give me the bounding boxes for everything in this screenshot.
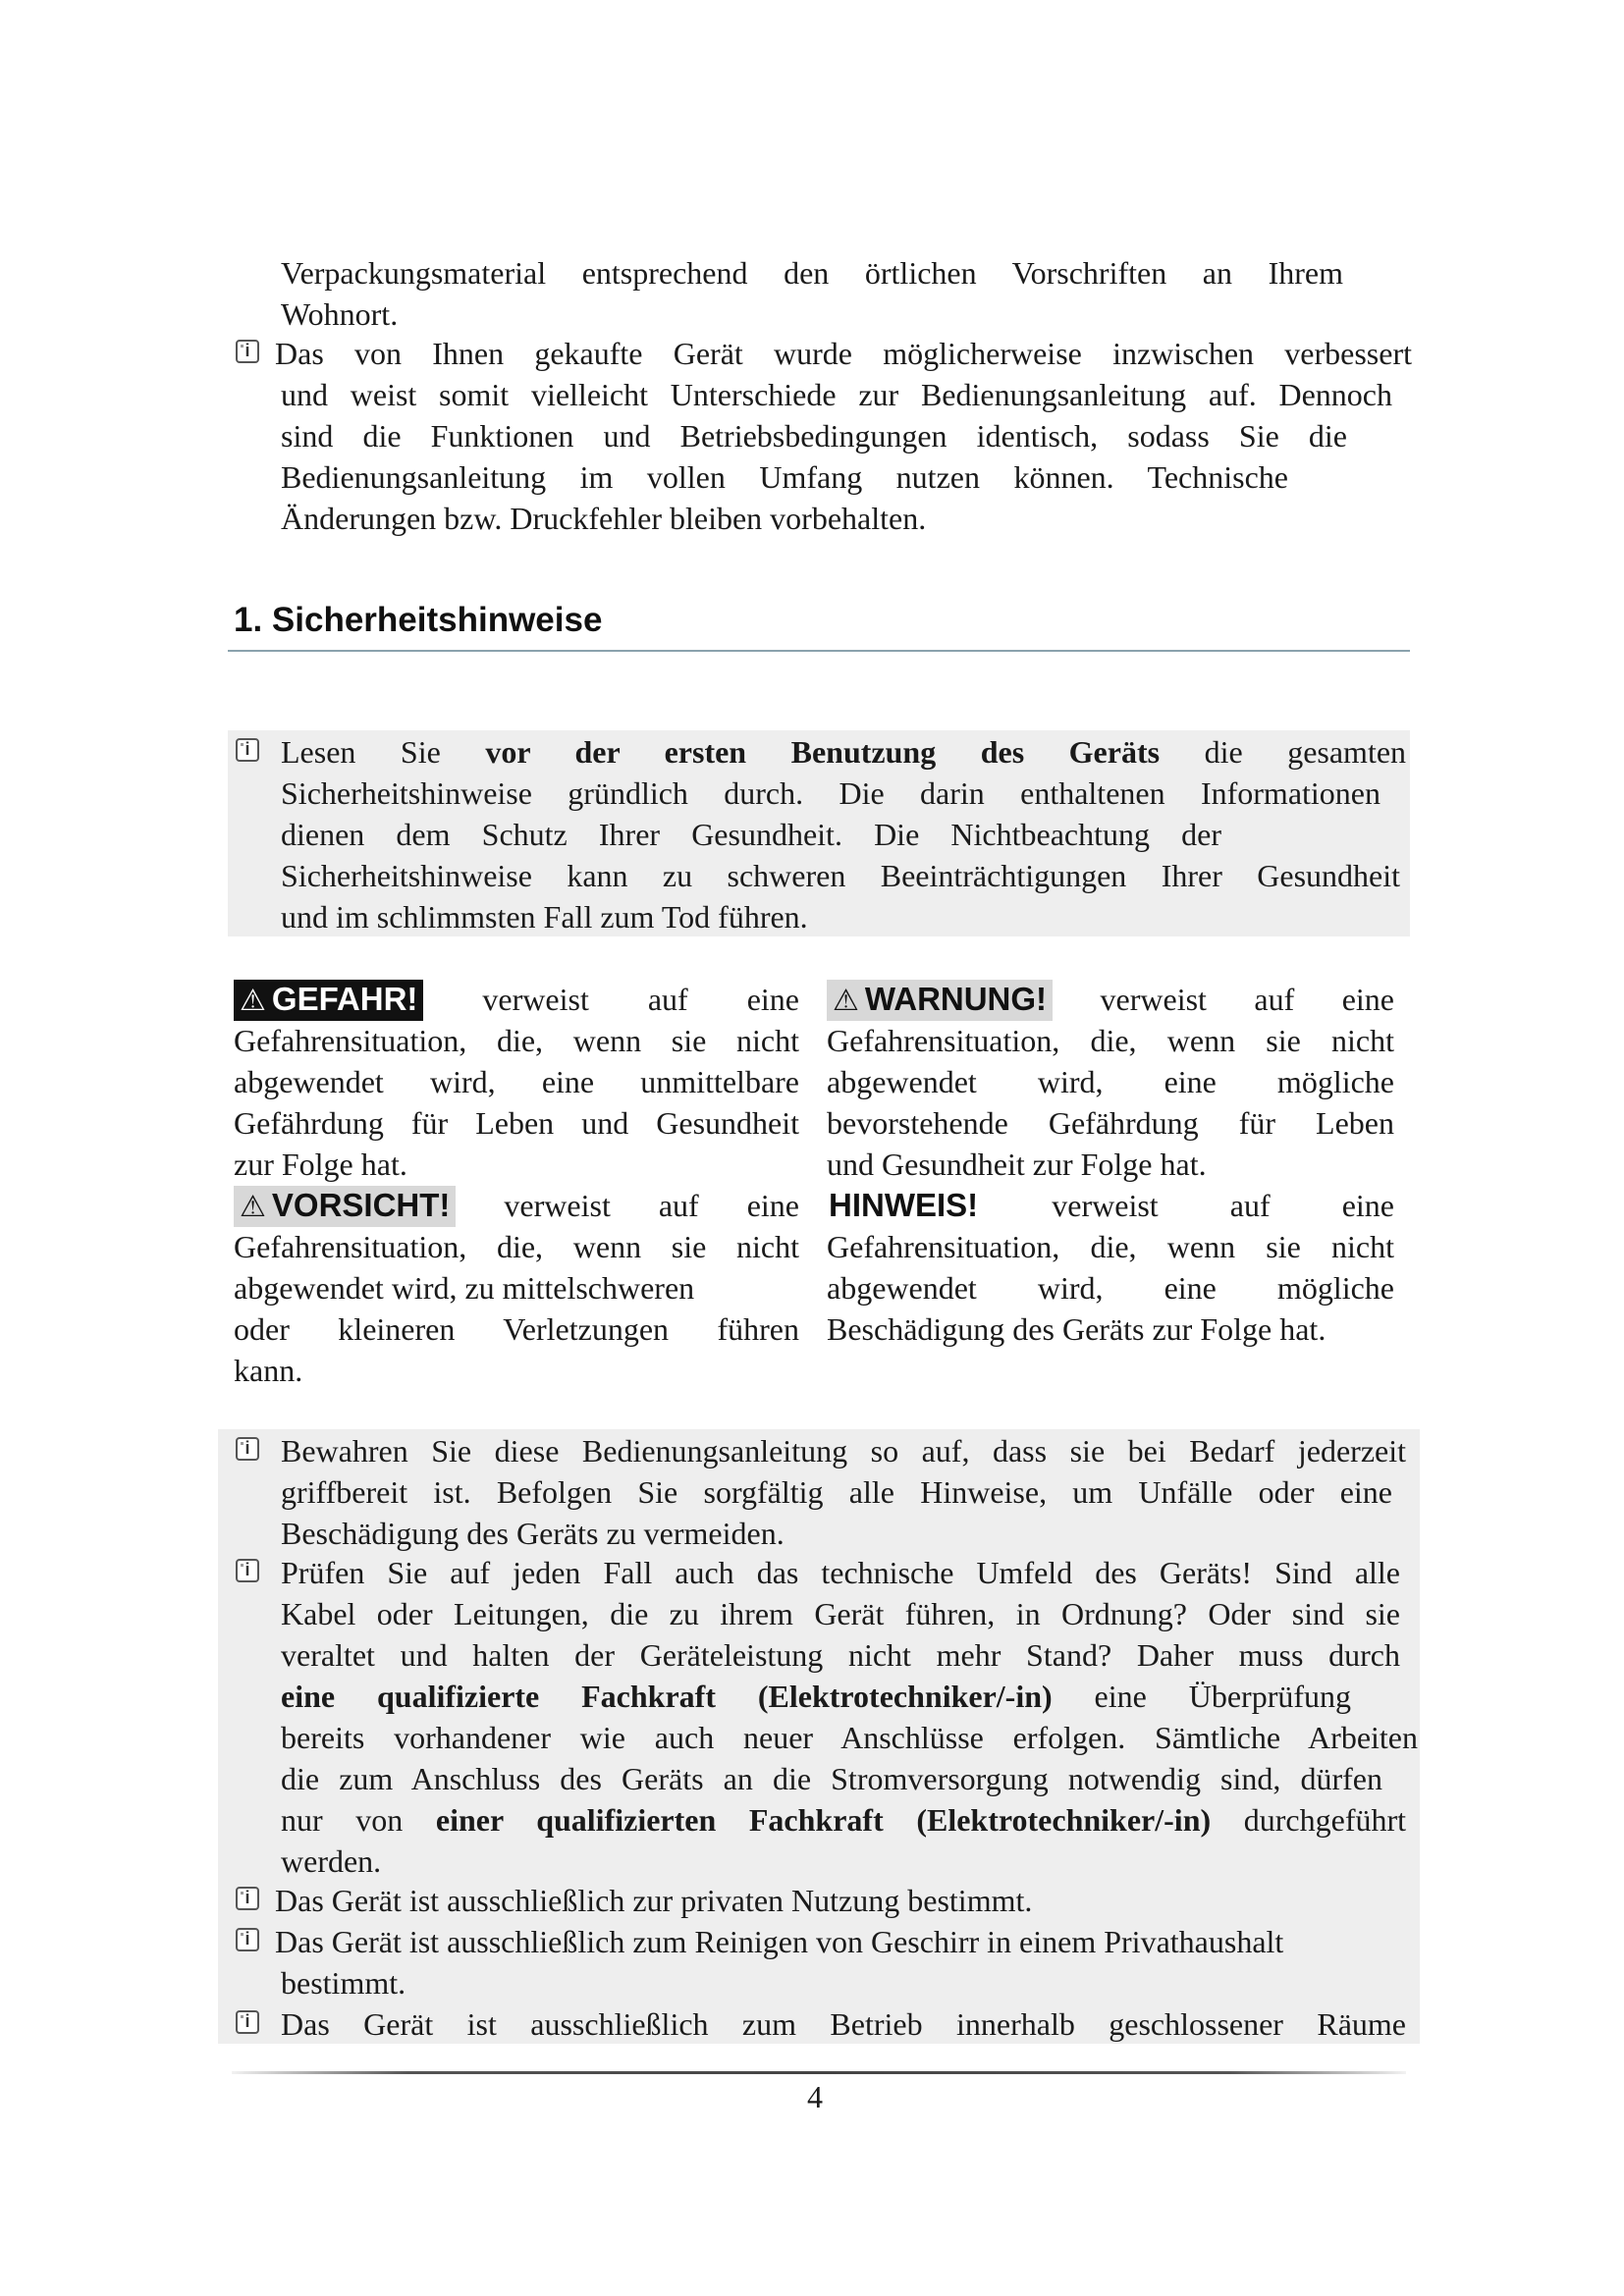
keep-manual-line-1: Bewahren Sie diese Bedienungsanleitung so auf, dass sie bei Bedarf jederzeit (281, 1433, 1406, 1468)
hinweis-line-3: abgewendet wird, eine mögliche (827, 1270, 1394, 1306)
improvement-notice-line-3: sind die Funktionen und Betriebsbedingungen identisch, sodass Sie die (281, 418, 1347, 454)
info-icon: i (236, 340, 259, 363)
info-icon: i (236, 1928, 259, 1951)
gefahr-line-4: Gefährdung für Leben und Gesundheit (234, 1105, 799, 1141)
heading-underline (228, 650, 1410, 652)
section-heading: 1. Sicherheitshinweise (234, 601, 603, 639)
info-icon: i (236, 1887, 259, 1910)
check-line-5: bereits vorhandener wie auch neuer Anschlüsse erfolgen. Sämtliche Arbeiten (281, 1720, 1418, 1755)
read-first-line-2: Sicherheitshinweise gründlich durch. Die darin enthaltenen Informationen (281, 775, 1380, 811)
warnung-line-3: abgewendet wird, eine mögliche (827, 1064, 1394, 1099)
vorsicht-first-line: ⚠ VORSICHT! verweist auf eine (234, 1186, 799, 1227)
check-line-1: Prüfen Sie auf jeden Fall auch das technische Umfeld des Geräts! Sind alle (281, 1555, 1400, 1590)
hinweis-line-2: Gefahrensituation, die, wenn sie nicht (827, 1229, 1394, 1264)
keep-manual-line-2: griffbereit ist. Befolgen Sie sorgfältig alle Hinweise, um Unfälle oder eine (281, 1474, 1392, 1510)
warning-triangle-icon: ⚠ (240, 985, 266, 1017)
check-line-3: veraltet und halten der Geräteleistung nicht mehr Stand? Daher muss durch (281, 1637, 1400, 1673)
hinweis-label: HINWEIS! (829, 1187, 979, 1223)
improvement-notice-line-4: Bedienungsanleitung im vollen Umfang nutzen können. Technische (281, 459, 1288, 495)
check-line-8: werden. (281, 1843, 382, 1879)
gefahr-line-5: zur Folge hat. (234, 1147, 407, 1182)
keep-manual-line-3: Beschädigung des Geräts zu vermeiden. (281, 1516, 785, 1551)
improvement-notice-line-1: Das von Ihnen gekaufte Gerät wurde möglicherweise inzwischen verbessert (275, 336, 1412, 371)
warnung-line-4: bevorstehende Gefährdung für Leben (827, 1105, 1394, 1141)
vorsicht-line-2: Gefahrensituation, die, wenn sie nicht (234, 1229, 799, 1264)
intro-continuation-line-1: Verpackungsmaterial entsprechend den örtlichen Vorschriften an Ihrem (281, 255, 1343, 291)
warnung-line-5: und Gesundheit zur Folge hat. (827, 1147, 1207, 1182)
warnung-line-2: Gefahrensituation, die, wenn sie nicht (827, 1023, 1394, 1058)
warnung-label: ⚠ WARNUNG! (827, 980, 1053, 1021)
footer-rule (232, 2071, 1406, 2074)
gefahr-first-line: ⚠ GEFAHR! verweist auf eine (234, 980, 799, 1021)
indoor-line: Das Gerät ist ausschließlich zum Betrieb innerhalb geschlossener Räume (281, 2006, 1406, 2042)
check-line-4: eine qualifizierte Fachkraft (Elektrotechniker/-in) eine Überprüfung (281, 1679, 1351, 1714)
warning-triangle-icon: ⚠ (833, 985, 859, 1017)
read-first-line-4: Sicherheitshinweise kann zu schweren Beeinträchtigungen Ihrer Gesundheit (281, 858, 1400, 893)
warning-triangle-icon: ⚠ (240, 1191, 266, 1223)
dishes-line-2: bestimmt. (281, 1965, 406, 2001)
vorsicht-label: ⚠ VORSICHT! (234, 1186, 456, 1227)
improvement-notice-line-2: und weist somit vielleicht Unterschiede zur Bedienungsanleitung auf. Dennoch (281, 377, 1392, 412)
read-first-line-1: Lesen Sie vor der ersten Benutzung des Geräts die gesamten (281, 734, 1407, 770)
info-icon: i (236, 1437, 259, 1461)
info-icon: i (236, 738, 259, 762)
check-line-6: die zum Anschluss des Geräts an die Stromversorgung notwendig sind, dürfen (281, 1761, 1382, 1796)
gefahr-label: ⚠ GEFAHR! (234, 980, 423, 1021)
read-first-line-5: und im schlimmsten Fall zum Tod führen. (281, 899, 808, 934)
check-line-2: Kabel oder Leitungen, die zu ihrem Gerät führen, in Ordnung? Oder sind sie (281, 1596, 1400, 1631)
check-line-7: nur von einer qualifizierten Fachkraft (Elektrotechniker/-in) durchgeführt (281, 1802, 1407, 1838)
dishes-line-1: Das Gerät ist ausschließlich zum Reinigen von Geschirr in einem Privathaushalt (275, 1924, 1284, 1959)
private-use-line: Das Gerät ist ausschließlich zur privaten Nutzung bestimmt. (275, 1883, 1033, 1918)
hinweis-first-line: HINWEIS! verweist auf eine (829, 1187, 1395, 1223)
gefahr-line-3: abgewendet wird, eine unmittelbare (234, 1064, 799, 1099)
vorsicht-line-3: abgewendet wird, zu mittelschweren (234, 1270, 695, 1306)
vorsicht-line-5: kann. (234, 1353, 303, 1388)
read-first-line-3: dienen dem Schutz Ihrer Gesundheit. Die Nichtbeachtung der (281, 817, 1221, 852)
warnung-first-line: ⚠ WARNUNG! verweist auf eine (827, 980, 1394, 1021)
gefahr-line-2: Gefahrensituation, die, wenn sie nicht (234, 1023, 799, 1058)
info-icon: i (236, 1559, 259, 1582)
intro-continuation-line-2: Wohnort. (281, 296, 399, 332)
page-number: 4 (807, 2079, 823, 2114)
info-icon: i (236, 2010, 259, 2034)
improvement-notice-line-5: Änderungen bzw. Druckfehler bleiben vorbehalten. (281, 501, 927, 536)
hinweis-line-4: Beschädigung des Geräts zur Folge hat. (827, 1311, 1326, 1347)
vorsicht-line-4: oder kleineren Verletzungen führen (234, 1311, 799, 1347)
